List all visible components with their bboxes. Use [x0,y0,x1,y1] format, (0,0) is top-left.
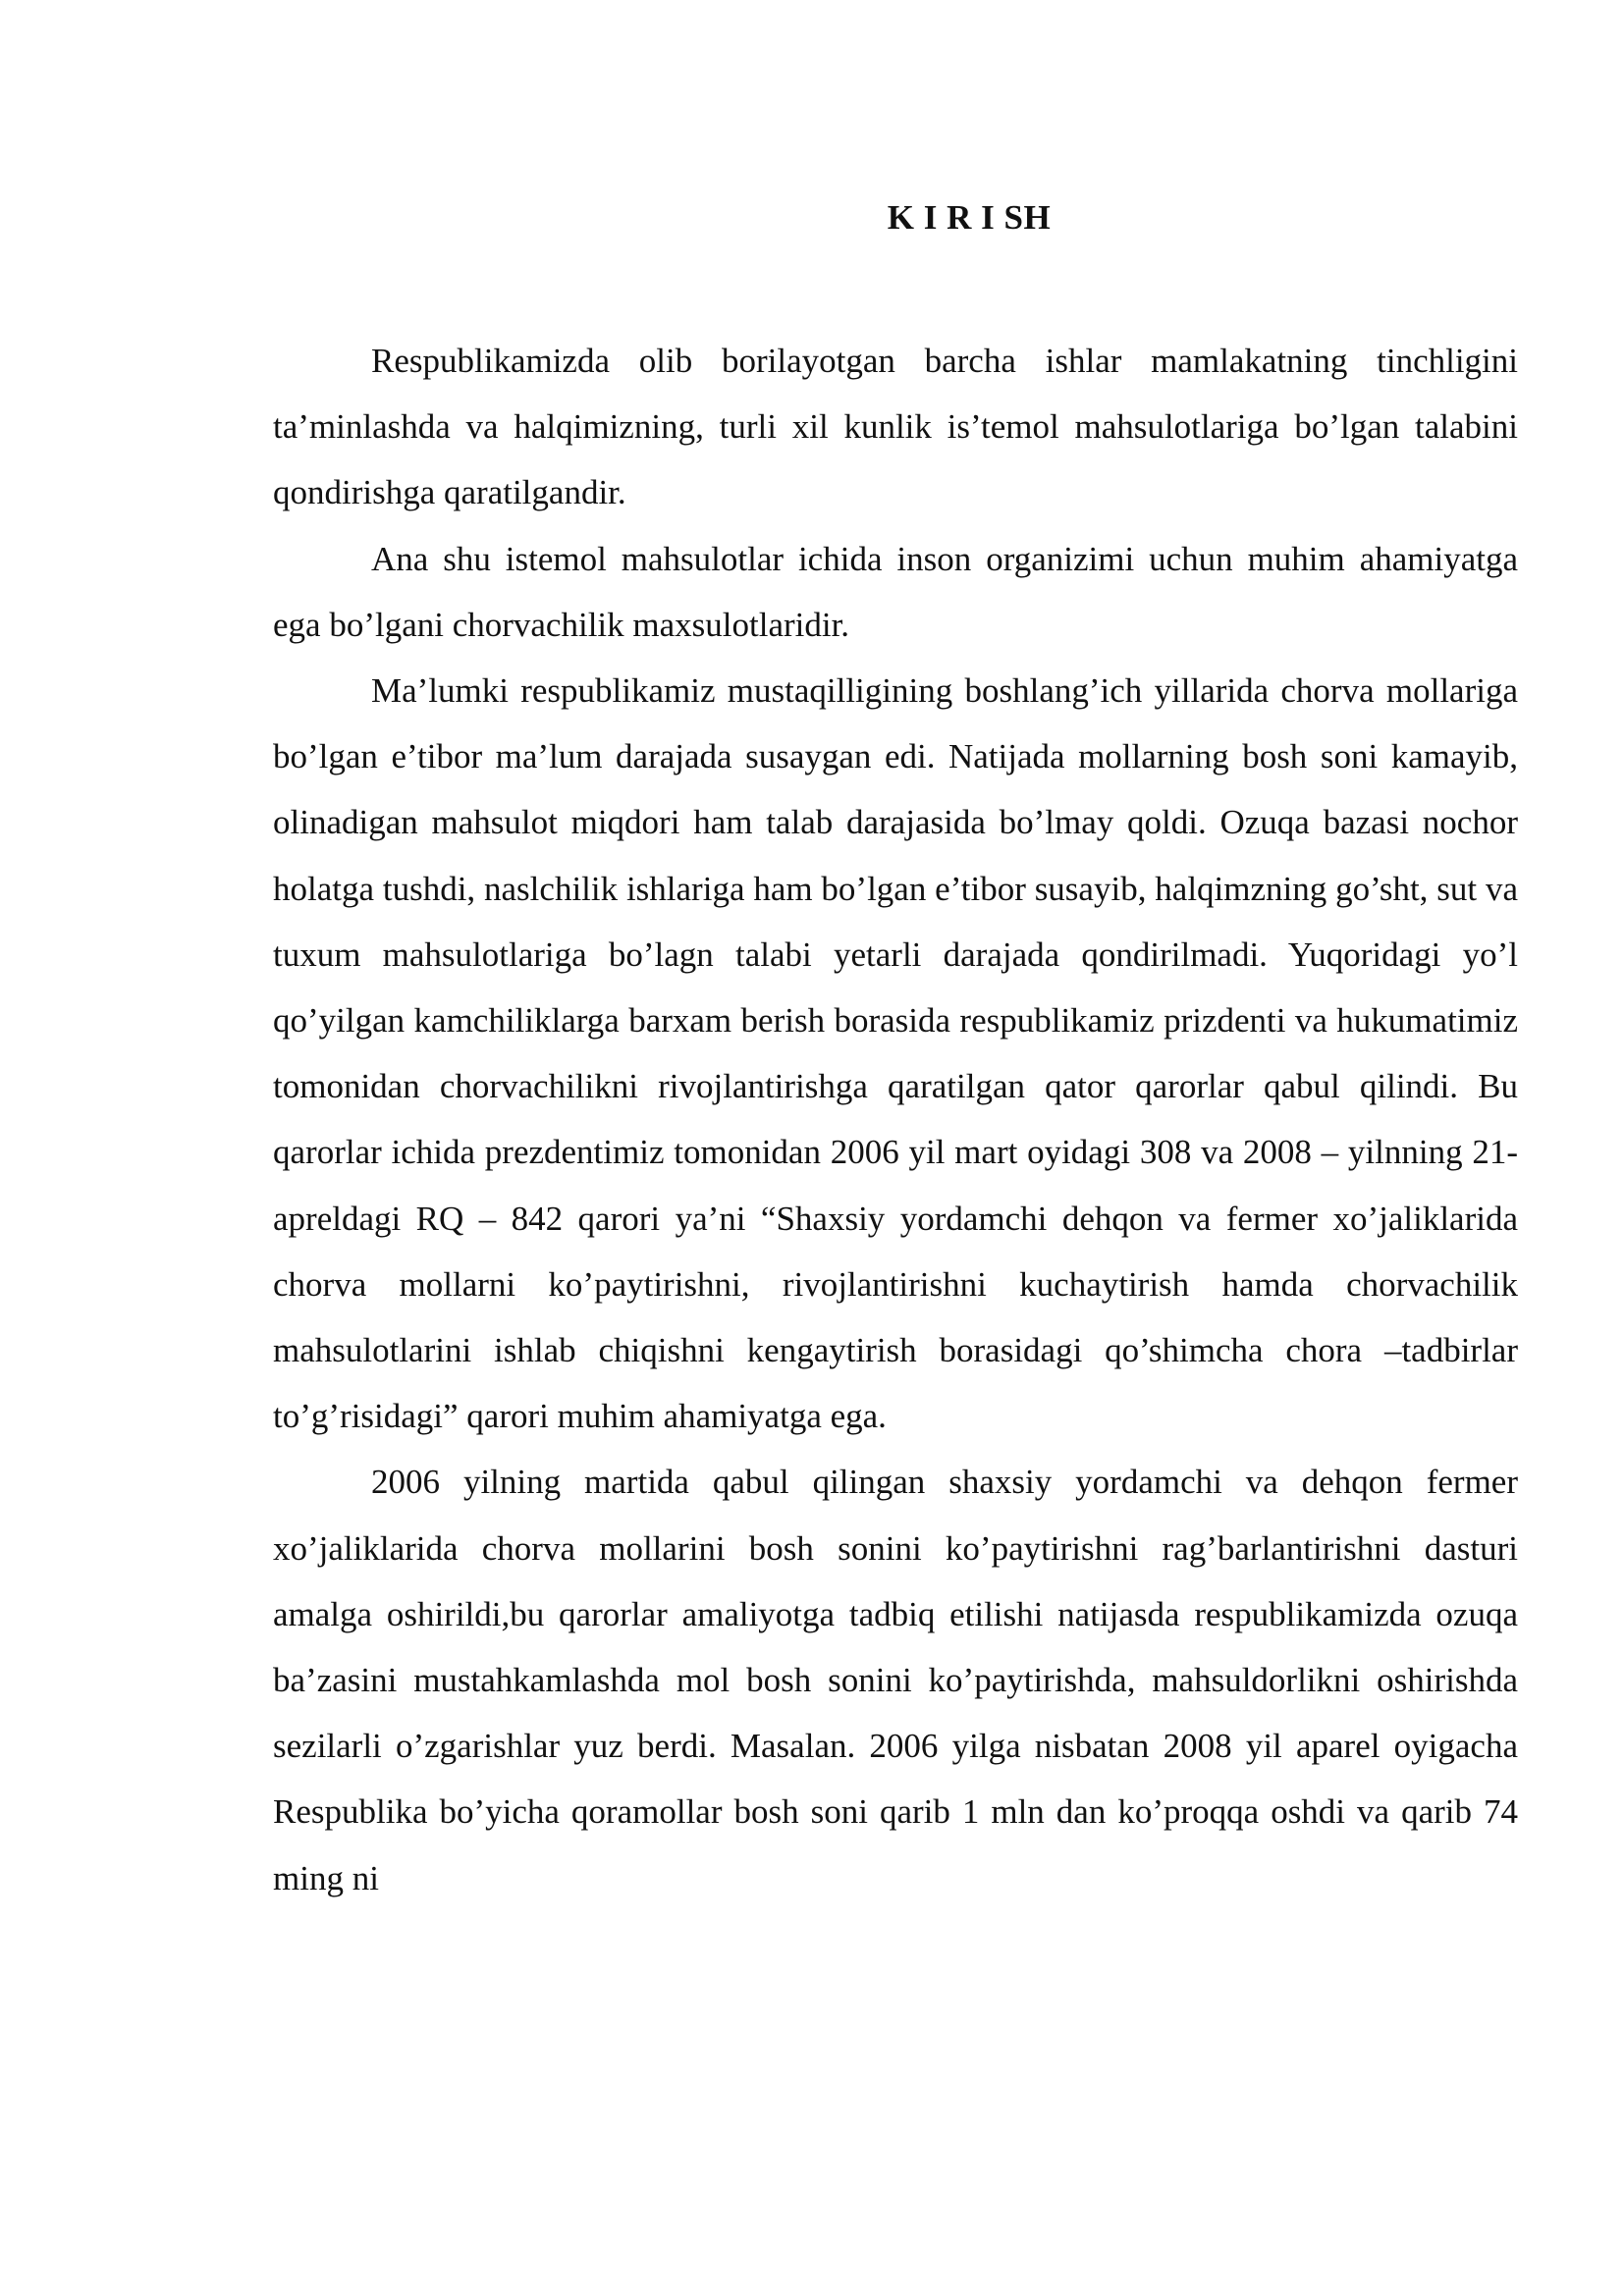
paragraph-2: Ana shu istemol mahsulotlar ichida inson organizimi uchun muhim ahamiyatga ega bo’lgani chorvachilik maxsulotlaridir. [273,539,1518,644]
paragraph-4: 2006 yilning martida qabul qilingan shaxsiy yordamchi va dehqon fermer xo’jaliklarida chorva mollarini bosh sonini ko’paytirishni rag’barlantirishni dasturi amalga oshirildi,bu qarorlar amaliyotga tadbiq etilishi natijasda respublikamizda ozuqa ba’zasini mustahkamlashda mol bosh sonini ko’paytirishda, mahsuldorlikni oshirishda sezilarli o’zgarishlar yuz berdi. Masalan. 2006 yilga nisbatan 2008 yil aparel oyigacha Respublika bo’yicha qoramollar bosh soni qarib 1 mln dan ko’proqqa oshdi va qarib 74 ming ni [273,1463,1518,1897]
page-title: K I R I SH [887,198,1052,237]
paragraph-3: Ma’lumki respublikamiz mustaqilligining boshlang’ich yillarida chorva mollariga bo’lgan e’tibor ma’lum darajada susaygan edi. Natijada mollarning bosh soni kamayib, olinadigan mahsulot miqdori ham talab darajasida bo’lmay qoldi. Ozuqa bazasi nochor holatga tushdi, naslchilik ishlariga ham bo’lgan e’tibor susayib, halqimzning go’sht, sut va tuxum mahsulotlariga bo’lagn talabi yetarli darajada qondirilmadi. Yuqoridagi yo’l qo’yilgan kamchiliklarga barxam berish borasida respublikamiz prizdenti va hukumatimiz tomonidan chorvachilikni rivojlantirishga qaratilgan qator qarorlar qabul qilindi. Bu qarorlar ichida prezdentimiz tomonidan 2006 yil mart oyidagi 308 va 2008 – yilnning 21- apreldagi RQ – 842 qarori ya’ni “Shaxsiy yordamchi dehqon va fermer xo’jaliklarida chorva mollarni ko’paytirishni, rivojlantirishni kuchaytirish hamda chorvachilik mahsulotlarini ishlab chiqishni kengaytirish borasidagi qo’shimcha chora –tadbirlar to’g’risidagi” qarori muhim ahamiyatga ega. [273,671,1518,1436]
paragraph-1: Respublikamizda olib borilayotgan barcha ishlar mamlakatning tinchligini ta’minlashda va halqimizning, turli xil kunlik is’temol mahsulotlariga bo’lgan talabini qondirishga qaratilgandir. [273,342,1518,512]
document-content [273,187,1518,1911]
